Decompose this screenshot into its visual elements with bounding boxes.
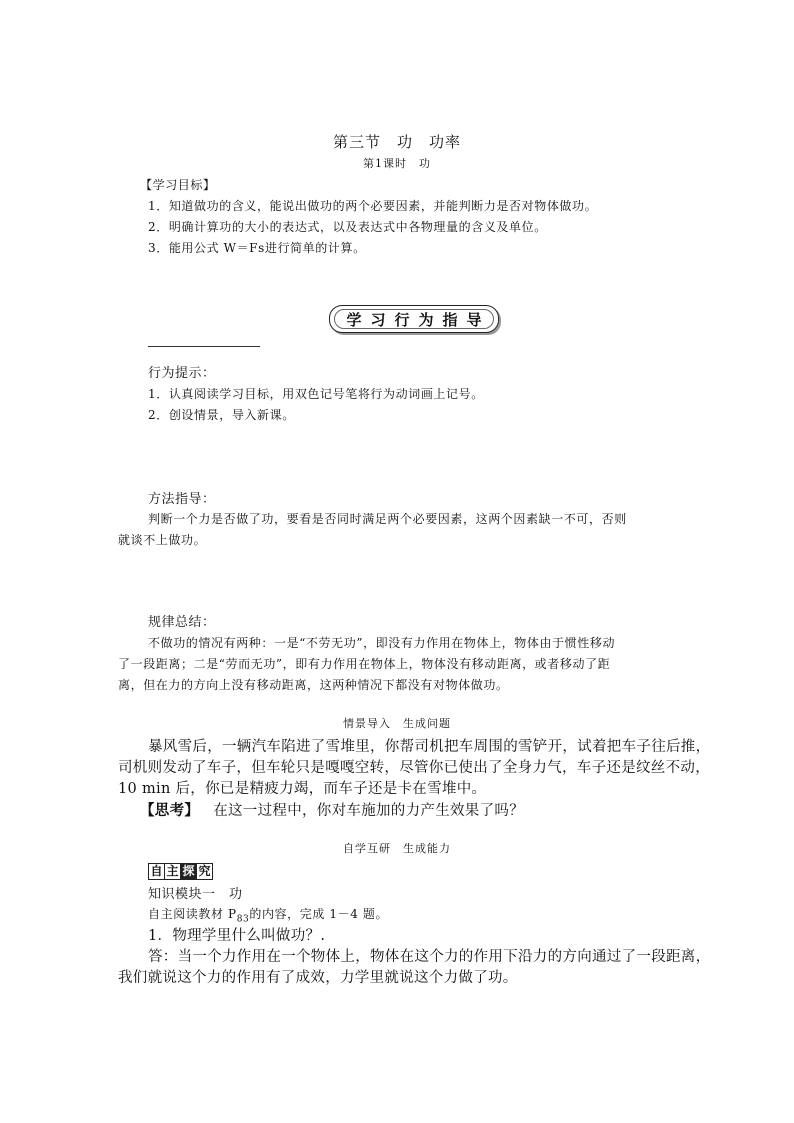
scenario-line: 司机则发动了车子，但车轮只是嘎嘎空转，尽管你已使出了全身力气，车子还是纹丝不动， [118, 760, 710, 776]
instruction-post: 的内容，完成 1－4 题。 [249, 907, 389, 921]
scenario-line: 暴风雪后，一辆汽车陷进了雪堆里，你帮司机把车周围的雪铲开，试着把车子往后推， [148, 739, 711, 755]
badge-char: 主 [164, 863, 181, 880]
answer-line: 我们就说这个力的作用有了成效，力学里就说这个力做了功。 [118, 970, 518, 986]
objective-item: 3．能用公式 W＝Fs进行简单的计算。 [148, 241, 366, 255]
objectives-heading: 【学习目标】 [140, 178, 216, 192]
rule-summary-line: 了一段距离；二是“劳而无功”，即有力作用在物体上，物体没有移动距离，或者移动了距 [118, 657, 611, 671]
rule-summary-line: 离，但在力的方向上没有移动距离，这两种情况下都没有对物体做功。 [118, 678, 509, 692]
hint-item: 1．认真阅读学习目标，用双色记号笔将行为动词画上记号。 [148, 387, 484, 401]
self-study-heading: 自学互研 生成能力 [343, 842, 451, 855]
method-line: 就谈不上做功。 [118, 533, 207, 547]
badge-char: 究 [196, 863, 213, 880]
instruction-pre: 自主阅读教材 P [148, 907, 237, 921]
badge-char: 自 [148, 863, 165, 880]
objective-item: 1．知道做功的含义，能说出做功的两个必要因素，并能判断力是否对物体做功。 [148, 199, 598, 213]
reading-instruction [148, 905, 388, 924]
page-number: 83 [236, 914, 250, 925]
rule-summary-line: 不做功的情况有两种：一是“不劳无功”，即没有力作用在物体上，物体由于惯性移动 [148, 636, 616, 650]
question: 1．物理学里什么叫做功？. [148, 928, 326, 944]
scenario-line: 10 min 后，你已是精疲力竭，而车子还是卡在雪堆中。 [118, 781, 487, 797]
think-text: 在这一过程中，你对车施加的力产生效果了吗？ [213, 803, 525, 819]
hint-item: 2．创设情景，导入新课。 [148, 408, 295, 422]
lesson-subtitle: 第1课时 功 [363, 157, 431, 170]
method-heading: 方法指导： [148, 492, 216, 507]
method-line: 判断一个力是否做了功，要看是否同时满足两个必要因素，这两个因素缺一不可，否则 [148, 512, 627, 526]
page-title: 第三节 功 功率 [332, 133, 461, 151]
banner-label: 学习行为指导 [346, 310, 491, 329]
scenario-heading: 情景导入 生成问题 [343, 717, 451, 730]
think-prompt [140, 799, 524, 820]
module-title: 知识模块一 功 [148, 887, 243, 902]
rule-summary-heading: 规律总结： [148, 615, 216, 630]
self-study-badge [148, 863, 212, 880]
section-banner [329, 305, 499, 333]
think-label: 【思考】 [140, 802, 200, 819]
badge-char: 探 [180, 863, 197, 880]
answer-line: 答：当一个力作用在一个物体上，物体在这个力的作用下沿力的方向通过了一段距离， [148, 949, 711, 965]
hints-heading: 行为提示： [148, 366, 216, 381]
divider [148, 346, 260, 347]
objective-item: 2．明确计算功的大小的表达式，以及表达式中各物理量的含义及单位。 [148, 220, 547, 234]
